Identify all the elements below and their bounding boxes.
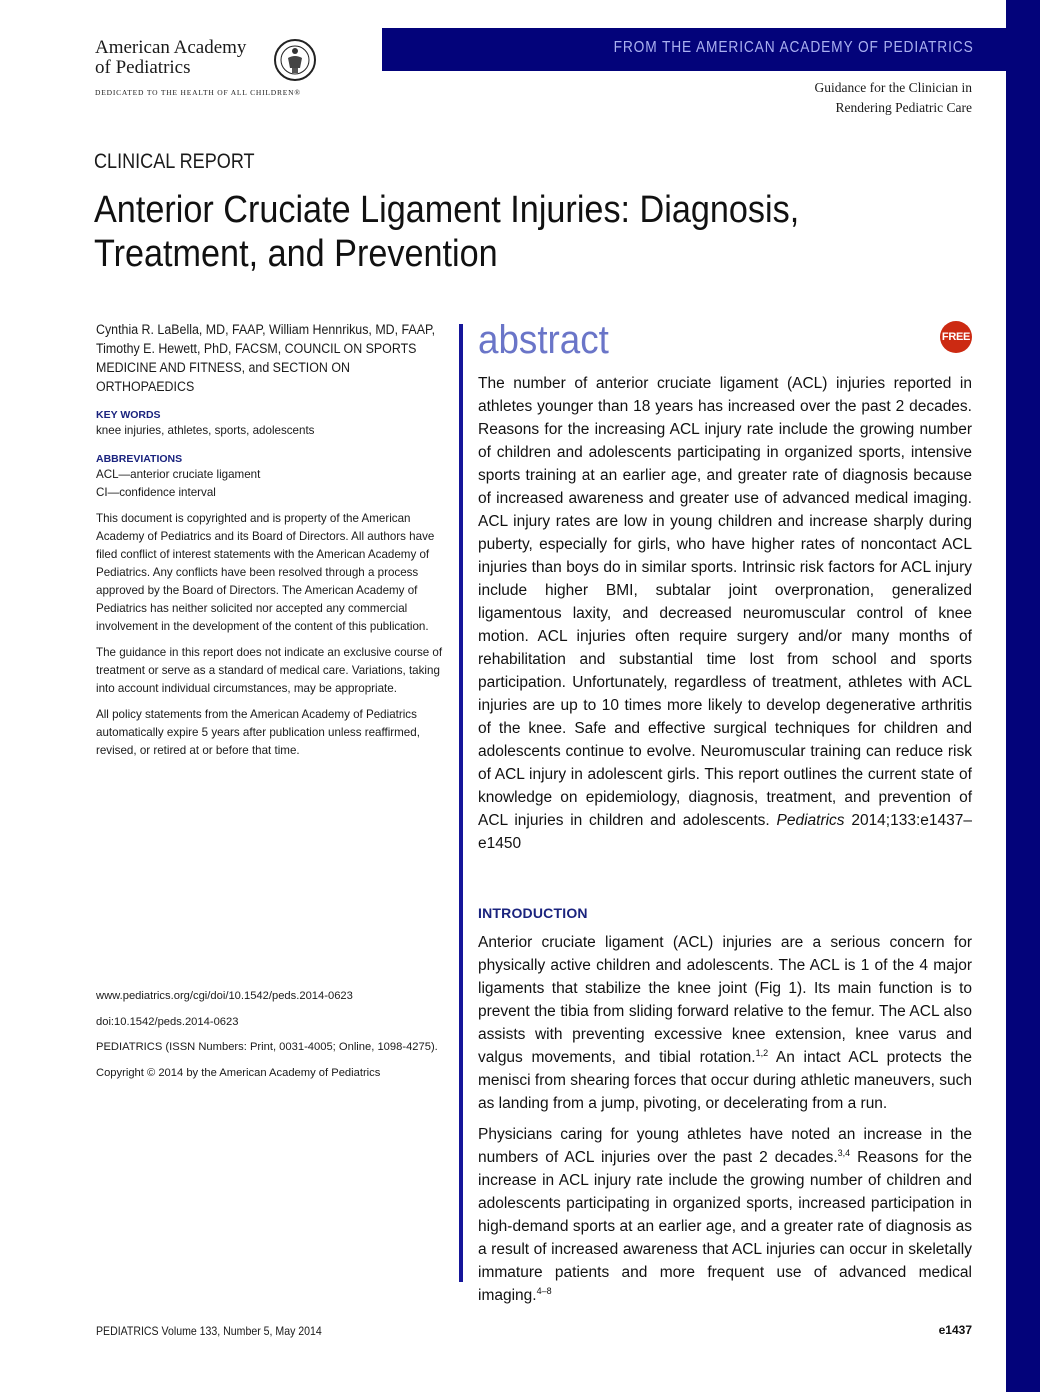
abstract-header xyxy=(478,320,972,360)
header-banner xyxy=(382,28,1006,71)
copyright-notice: This document is copyrighted and is property of the American Academy of Pediatrics and its Board of Directors. All authors have filed conflict of interest statements with the American Academy of Pediatrics. Any conflicts have been resolved through a process approved by the Board of Directors. The American Academy of Pediatrics has neither solicited nor accepted any commercial involvement in the development of the content of this publication. xyxy=(96,512,435,633)
doi-link[interactable]: doi:10.1542/peds.2014-0623 xyxy=(96,1015,239,1028)
guidance-notice: The guidance in this report does not indicate an exclusive course of treatment or serve as a standard of medical care. Variations, taking into account individual circumstances, may be appropriate. xyxy=(96,646,443,695)
title-line2: Treatment, and Prevention xyxy=(94,233,498,275)
introduction-paragraph: Anterior cruciate ligament (ACL) injuries are a serious concern for physically active children and adolescents. The ACL is 1 of the 4 major ligaments that stabilize the knee joint (Fig 1). Its main function is to prevent the tibia from sliding forward relative to the femur. The ACL also assists with preventing excessive knee extension, knee varus and valgus movements, and tibial rotation.$^{1,2}$ An intact ACL protects the menisci from shearing forces that occur during athletic maneuvers, such as landing from a jump, pivoting, or decelerating from a run. xyxy=(478,934,972,1112)
sidebar-column xyxy=(96,320,446,760)
title-line1: Anterior Cruciate Ligament Injuries: Diagnosis, xyxy=(94,189,800,231)
keywords-heading: KEY WORDS xyxy=(96,409,161,421)
citation-ref[interactable]: 4–8 xyxy=(536,1285,552,1296)
abbreviation-item: CI—confidence interval xyxy=(96,486,216,499)
guidance-label xyxy=(815,78,972,118)
introduction-heading: INTRODUCTION xyxy=(478,905,588,921)
logo-name xyxy=(95,38,246,78)
main-column xyxy=(478,320,972,1315)
citation-ref[interactable]: 1,2 xyxy=(755,1047,769,1058)
aap-seal-icon xyxy=(273,38,317,82)
article-url-link[interactable]: www.pediatrics.org/cgi/doi/10.1542/peds.2014-0623 xyxy=(96,990,353,1002)
expiry-notice: All policy statements from the American Academy of Pediatrics automatically expire 5 years after publication unless reaffirmed, revised, or retired at or before that time. xyxy=(96,708,420,757)
logo-tagline: DEDICATED TO THE HEALTH OF ALL CHILDREN® xyxy=(95,88,301,97)
issn-info: PEDIATRICS (ISSN Numbers: Print, 0031-4005; Online, 1098-4275). xyxy=(96,1041,438,1053)
citation-details: 2014;133:e1437–e1450 xyxy=(478,812,973,852)
abstract-text: The number of anterior cruciate ligament (ACL) injuries reported in athletes younger than 18 years has increased over the past 2 decades. Reasons for the increasing ACL injury rate include the growing number of children and adolescents participating in organized sports, intensive sports training at an earlier age, and greater rate of diagnosis because of increased awareness and greater use of advanced medical imaging. ACL injury rates are low in young children and increase sharply during puberty, especially for girls, who have higher rates of noncontact ACL injuries than boys do in similar sports. Intrinsic risk factors for ACL injury include higher BMI, subtalar joint overpronation, generalized ligamentous laxity, and decreased neuromuscular control of knee motion. ACL injuries often require surgery and/or many months of rehabilitation and substantial time lost from school and sports participation. Unfortunately, regardless of treatment, athletes with ACL injuries are up to 10 times more likely to develop degenerative arthritis of the knee. Safe and effective surgical techniques for children and adolescents continue to evolve. Neuromuscular training can reduce risk of ACL injury in adolescent girls. This report outlines the current state of knowledge on epidemiology, diagnosis, treatment, and prevention of ACL injuries in children and adolescents. Pediatrics 2014;133:e1437–e1450 xyxy=(478,375,973,852)
article-title xyxy=(94,188,832,276)
abbreviation-item: ACL—anterior cruciate ligament xyxy=(96,468,261,481)
author-list: Cynthia R. LaBella, MD, FAAP, William Hennrikus, MD, FAAP, Timothy E. Hewett, PhD, FACSM, COUNCIL ON SPORTS MEDICINE AND FITNESS, and SECTION ON ORTHOPAEDICS xyxy=(96,322,436,394)
logo-name-line2: of Pediatrics xyxy=(95,57,191,78)
footer-page-number: e1437 xyxy=(938,1323,972,1337)
introduction-paragraph: Physicians caring for young athletes have noted an increase in the numbers of ACL injuries over the past 2 decades.$^{3,4}$ Reasons for the increase in ACL injury rate include the growing number of children and adolescents participating in organized sports, increased participation in high-demand sports at an earlier age, and a greater rate of diagnosis as a result of increased awareness that ACL injuries can occur in skeletally immature patients and more frequent use of advanced medical imaging.$^{4-8}$ xyxy=(478,1126,972,1304)
citation-journal: Pediatrics xyxy=(776,812,845,829)
keywords: knee injuries, athletes, sports, adolescents xyxy=(96,424,315,437)
copyright-line: Copyright © 2014 by the American Academy of Pediatrics xyxy=(96,1066,381,1079)
header-banner-text: FROM THE AMERICAN ACADEMY OF PEDIATRICS xyxy=(613,39,974,56)
publication-info xyxy=(96,984,456,1086)
column-divider-rule xyxy=(459,324,463,1282)
logo-name-line1: American Academy xyxy=(95,37,247,58)
abstract-heading: abstract xyxy=(478,318,609,362)
navy-side-bar xyxy=(1006,0,1040,1392)
guidance-line2: Rendering Pediatric Care xyxy=(835,100,972,115)
report-type-label: CLINICAL REPORT xyxy=(94,150,255,173)
free-access-badge: FREE xyxy=(940,321,972,353)
footer-journal-info: PEDIATRICS Volume 133, Number 5, May 2014 xyxy=(96,1324,322,1338)
guidance-line1: Guidance for the Clinician in xyxy=(814,80,972,95)
aap-logo xyxy=(95,38,345,98)
citation-ref[interactable]: 3,4 xyxy=(837,1147,851,1158)
abbreviations-heading: ABBREVIATIONS xyxy=(96,453,183,465)
